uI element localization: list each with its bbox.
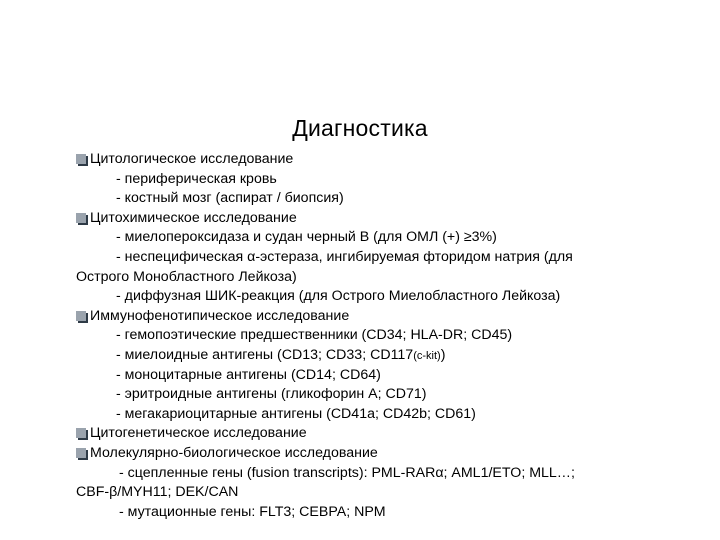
sub-item: - неспецифическая α-эстераза, ингибируемая фторидом натрия (для — [116, 248, 573, 265]
sub-item-continuation: Острого Монобластного Лейкоза) — [76, 268, 297, 285]
sub-item: - мегакариоцитарные антигены (CD41a; CD42b; CD61) — [116, 405, 476, 422]
square-bullet-icon — [76, 428, 86, 438]
sub-item: - эритроидные антигены (гликофорин А; CD71) — [116, 386, 427, 403]
list-item-label: Цитохимическое исследование — [90, 209, 297, 226]
square-bullet-icon — [76, 213, 86, 223]
list-item-label: Цитологическое исследование — [90, 151, 294, 167]
sub-item: - сцепленные гены (fusion transcripts): PML-RARα; AML1/ETO; MLL…; — [119, 464, 575, 481]
list-item-label: Иммунофенотипическое исследование — [90, 307, 350, 324]
sub-item: - гемопоэтические предшественники (CD34; HLA-DR; CD45) — [116, 327, 513, 344]
sub-item-text: - миелоидные антигены (CD13; CD33; CD117 — [116, 346, 414, 363]
list-item — [76, 307, 636, 327]
list-item — [76, 150, 636, 170]
sub-item — [76, 346, 636, 366]
list-item-label: Цитогенетическое исследование — [90, 425, 307, 442]
square-bullet-icon — [76, 311, 86, 321]
list-item — [76, 444, 636, 464]
sub-item: - диффузная ШИК-реакция (для Острого Миелобластного Лейкоза) — [116, 288, 561, 305]
sub-item-small-text: (c-kit) — [413, 349, 441, 362]
list-item-label: Молекулярно-биологическое исследование — [90, 444, 378, 461]
sub-item: - мутационные гены: FLT3; CEBPA; NPM — [119, 503, 386, 520]
list-item — [76, 424, 636, 444]
sub-item-text-end: ) — [440, 346, 446, 363]
slide-title: Диагностика — [292, 115, 428, 141]
list-item — [76, 209, 636, 229]
square-bullet-icon — [76, 154, 86, 164]
sub-item: - моноцитарные антигены (CD14; CD64) — [116, 366, 381, 383]
sub-item: - периферическая кровь — [116, 170, 277, 187]
square-bullet-icon — [76, 448, 86, 458]
diagnostics-list — [76, 150, 636, 522]
sub-item-continuation: CBF-β/MYH11; DEK/CAN — [76, 484, 239, 501]
sub-item: - костный мозг (аспират / биопсия) — [116, 190, 344, 207]
sub-item: - миелопероксидаза и судан черный B (для ОМЛ (+) ≥3%) — [116, 229, 497, 246]
